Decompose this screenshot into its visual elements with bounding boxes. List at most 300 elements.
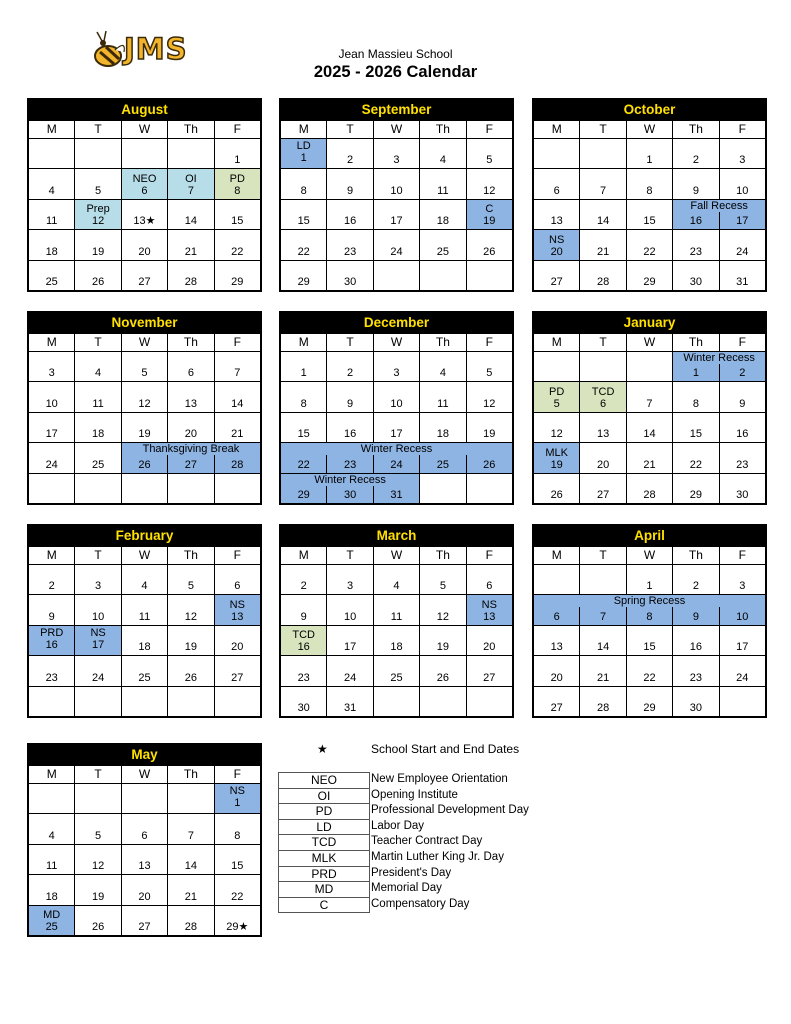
day-cell — [534, 626, 579, 655]
day-number: 13 — [231, 610, 244, 623]
day-cell — [720, 626, 765, 655]
day-cell — [281, 565, 326, 594]
day-cell — [580, 200, 625, 229]
day-number: 26 — [91, 275, 105, 288]
day-number: 16 — [689, 641, 703, 654]
day-number: 29 — [226, 920, 239, 933]
day-cell — [327, 139, 372, 168]
day-number: 21 — [596, 245, 610, 258]
day-cell — [29, 474, 74, 503]
day-number: 16 — [343, 215, 357, 228]
day-number: 4 — [48, 829, 55, 842]
day-number: 17 — [736, 641, 749, 654]
day-number: 6 — [600, 397, 607, 410]
day-number: 21 — [184, 245, 198, 258]
day-number: 13 — [184, 397, 198, 410]
day-cell — [673, 413, 718, 442]
day-number: 16 — [45, 638, 58, 651]
day-number: 8 — [300, 184, 307, 197]
month-title: October — [534, 100, 765, 120]
day-cell — [75, 352, 120, 381]
day-cell — [75, 443, 120, 472]
day-number: 5 — [95, 184, 102, 197]
day-number: 5 — [95, 829, 102, 842]
day-number: 24 — [736, 245, 749, 258]
weekday-header: Th — [168, 547, 213, 564]
day-number: 26 — [184, 671, 198, 684]
day-number: 19 — [550, 458, 563, 471]
day-number: 5 — [486, 367, 493, 380]
recess-band: Thanksgiving Break — [122, 443, 260, 455]
day-number: 9 — [347, 397, 354, 410]
day-cell — [168, 352, 213, 381]
day-cell — [580, 413, 625, 442]
weekday-header: F — [467, 547, 512, 564]
day-number: 25 — [436, 245, 450, 258]
day-cell — [215, 352, 260, 381]
day-number: 23 — [343, 458, 357, 471]
day-cell — [673, 626, 718, 655]
day-cell — [467, 382, 512, 411]
day-cell — [215, 656, 260, 685]
weekday-header: W — [374, 547, 419, 564]
month-4 — [279, 311, 514, 505]
day-number: 30 — [689, 275, 703, 288]
day-cell — [534, 200, 579, 229]
event-code: PD — [549, 385, 565, 398]
day-cell — [215, 687, 260, 716]
star-icon: ★ — [238, 920, 249, 933]
day-number: 2 — [739, 367, 746, 380]
day-cell — [168, 382, 213, 411]
day-cell — [168, 413, 213, 442]
day-cell — [534, 382, 579, 411]
weekday-header: M — [281, 334, 326, 351]
day-number: 10 — [736, 610, 749, 623]
event-code: NS — [481, 598, 497, 611]
day-number: 6 — [141, 829, 148, 842]
day-number: 29 — [643, 701, 656, 714]
day-number: 23 — [343, 245, 357, 258]
day-cell — [374, 413, 419, 442]
day-number: 17 — [45, 428, 58, 441]
day-number: 27 — [483, 671, 496, 684]
weekday-header: F — [215, 766, 260, 783]
day-number: 27 — [550, 275, 563, 288]
day-cell — [327, 230, 372, 259]
day-number: 19 — [91, 245, 105, 258]
day-number: 11 — [45, 215, 58, 228]
event-code: PD — [229, 172, 245, 185]
day-cell — [673, 382, 718, 411]
day-cell — [122, 906, 167, 935]
day-number: 24 — [390, 458, 403, 471]
day-number: 6 — [234, 580, 241, 593]
day-number: 22 — [297, 458, 310, 471]
day-cell — [327, 169, 372, 198]
weekday-header: Th — [168, 121, 213, 138]
day-cell — [374, 626, 419, 655]
weekday-header: W — [122, 121, 167, 138]
legend-abbr: PRD — [279, 867, 369, 883]
day-cell — [281, 626, 326, 655]
day-cell — [29, 139, 74, 168]
day-number: 30 — [736, 488, 749, 501]
recess-band: Winter Recess — [281, 474, 419, 486]
day-cell — [122, 814, 167, 843]
day-cell — [673, 687, 718, 716]
day-cell — [281, 200, 326, 229]
day-cell — [327, 200, 372, 229]
weekday-header: Th — [168, 334, 213, 351]
day-cell — [720, 139, 765, 168]
day-number: 14 — [231, 397, 244, 410]
day-cell — [534, 443, 579, 472]
day-cell — [122, 626, 167, 655]
day-cell — [29, 814, 74, 843]
day-number: 21 — [231, 428, 244, 441]
day-cell — [673, 656, 718, 685]
day-number: 29 — [297, 488, 310, 501]
legend-desc: Martin Luther King Jr. Day — [371, 850, 504, 863]
day-cell — [75, 382, 120, 411]
day-number: 18 — [138, 641, 151, 654]
day-cell — [534, 139, 579, 168]
day-number: 10 — [736, 184, 749, 197]
day-number: 11 — [437, 184, 449, 197]
day-cell — [281, 595, 326, 624]
day-number: 3 — [95, 580, 102, 593]
month-title: March — [281, 526, 512, 546]
day-cell — [327, 626, 372, 655]
day-cell — [374, 352, 419, 381]
day-cell — [467, 595, 512, 624]
day-number: 26 — [138, 458, 151, 471]
day-number: 28 — [184, 275, 198, 288]
day-cell — [122, 139, 167, 168]
event-code: C — [485, 203, 494, 216]
day-cell — [627, 139, 672, 168]
day-number: 10 — [390, 397, 403, 410]
day-cell — [29, 565, 74, 594]
day-cell — [720, 261, 765, 290]
day-cell — [122, 382, 167, 411]
day-cell — [75, 784, 120, 813]
day-number: 30 — [689, 701, 703, 714]
day-cell — [75, 814, 120, 843]
event-code: TCD — [292, 629, 315, 642]
day-cell — [122, 656, 167, 685]
weekday-header: W — [122, 547, 167, 564]
star-icon: ★ — [317, 742, 328, 756]
day-cell — [75, 906, 120, 935]
day-number: 3 — [393, 154, 400, 167]
month-title: November — [29, 313, 260, 333]
day-number: 13 — [596, 428, 610, 441]
day-cell — [420, 230, 465, 259]
day-number: 20 — [550, 245, 563, 258]
day-cell — [29, 200, 74, 229]
legend-abbr: OI — [279, 789, 369, 805]
legend-desc: Compensatory Day — [371, 897, 470, 910]
day-number: 15 — [297, 428, 310, 441]
day-number: 27 — [138, 920, 151, 933]
day-cell — [168, 595, 213, 624]
day-cell — [420, 474, 465, 503]
day-number: 12 — [550, 428, 563, 441]
weekday-header: W — [627, 121, 672, 138]
day-cell — [75, 139, 120, 168]
day-number: 5 — [439, 580, 446, 593]
day-number: 14 — [596, 641, 610, 654]
weekday-header: W — [374, 334, 419, 351]
day-cell — [374, 595, 419, 624]
day-number: 26 — [91, 920, 105, 933]
day-number: 10 — [390, 184, 403, 197]
day-cell — [580, 626, 625, 655]
day-number: 24 — [736, 671, 749, 684]
day-cell — [720, 230, 765, 259]
day-number: 11 — [390, 610, 403, 623]
day-cell — [580, 656, 625, 685]
day-cell — [215, 413, 260, 442]
day-number: 16 — [297, 641, 310, 654]
day-cell — [29, 413, 74, 442]
day-number: 16 — [736, 428, 749, 441]
day-number: 20 — [138, 890, 151, 903]
day-cell — [215, 261, 260, 290]
day-cell — [122, 413, 167, 442]
legend-abbr: PD — [279, 804, 369, 820]
day-number: 12 — [483, 184, 496, 197]
weekday-header: Th — [673, 547, 718, 564]
month-0 — [27, 98, 262, 292]
weekday-header: F — [467, 334, 512, 351]
month-title: January — [534, 313, 765, 333]
day-number: 26 — [550, 488, 563, 501]
day-cell — [720, 382, 765, 411]
day-cell — [673, 565, 718, 594]
day-cell — [420, 687, 465, 716]
day-number: 20 — [184, 428, 198, 441]
day-cell — [168, 784, 213, 813]
day-cell — [29, 906, 74, 935]
event-code: NS — [90, 626, 106, 639]
day-cell — [627, 656, 672, 685]
day-number: 8 — [692, 397, 699, 410]
day-number: 4 — [439, 154, 446, 167]
legend-abbr: C — [279, 898, 369, 914]
day-number: 1 — [300, 367, 307, 380]
day-cell — [627, 687, 672, 716]
day-number: 2 — [347, 154, 354, 167]
day-cell — [467, 626, 512, 655]
day-number: 13 — [133, 215, 146, 228]
day-number: 17 — [91, 638, 105, 651]
day-number: 20 — [550, 671, 563, 684]
weekday-header: T — [75, 334, 120, 351]
day-number: 14 — [596, 215, 610, 228]
day-number: 20 — [138, 245, 151, 258]
day-cell — [215, 139, 260, 168]
weekday-header: F — [215, 121, 260, 138]
day-cell — [467, 565, 512, 594]
day-number: 2 — [692, 580, 699, 593]
day-cell — [215, 565, 260, 594]
day-number: 13 — [550, 215, 563, 228]
day-number: 25 — [436, 458, 450, 471]
day-cell — [374, 139, 419, 168]
weekday-header: F — [215, 334, 260, 351]
day-number: 15 — [689, 428, 703, 441]
day-number: 10 — [343, 610, 357, 623]
day-number: 21 — [643, 458, 656, 471]
legend-abbr: MD — [279, 882, 369, 898]
day-number: 24 — [390, 245, 403, 258]
day-number: 20 — [231, 641, 244, 654]
day-number: 8 — [300, 397, 307, 410]
day-number: 12 — [91, 860, 105, 873]
weekday-header: F — [720, 121, 765, 138]
day-cell — [420, 595, 465, 624]
day-cell — [467, 169, 512, 198]
day-cell — [281, 382, 326, 411]
day-number: 30 — [297, 701, 310, 714]
day-number: 19 — [483, 428, 496, 441]
day-cell — [168, 230, 213, 259]
day-cell — [75, 200, 120, 229]
day-cell — [534, 413, 579, 442]
day-cell — [122, 595, 167, 624]
day-cell — [673, 261, 718, 290]
legend-abbreviations — [278, 772, 370, 913]
day-cell — [281, 230, 326, 259]
month-9 — [27, 743, 262, 937]
weekday-header: Th — [673, 334, 718, 351]
day-cell — [122, 352, 167, 381]
day-number: 15 — [643, 641, 656, 654]
day-number: 25 — [138, 671, 151, 684]
day-cell — [627, 352, 672, 381]
month-title: February — [29, 526, 260, 546]
day-number: 18 — [436, 428, 450, 441]
day-cell — [420, 169, 465, 198]
day-cell — [467, 230, 512, 259]
day-cell — [580, 352, 625, 381]
day-number: 4 — [141, 580, 148, 593]
day-cell — [720, 687, 765, 716]
month-title: May — [29, 745, 260, 765]
day-number: 14 — [184, 215, 198, 228]
day-cell — [168, 687, 213, 716]
weekday-header: M — [281, 121, 326, 138]
month-title: April — [534, 526, 765, 546]
day-cell — [168, 169, 213, 198]
month-2 — [532, 98, 767, 292]
weekday-header: M — [281, 547, 326, 564]
day-number: 25 — [45, 920, 58, 933]
day-cell — [420, 261, 465, 290]
day-number: 8 — [646, 184, 653, 197]
month-5 — [532, 311, 767, 505]
recess-band: Fall Recess — [673, 200, 765, 212]
month-1 — [279, 98, 514, 292]
day-cell — [122, 845, 167, 874]
day-cell — [215, 200, 260, 229]
weekday-header: F — [467, 121, 512, 138]
day-number: 7 — [646, 397, 653, 410]
page-title: 2025 - 2026 Calendar — [313, 63, 478, 81]
day-number: 16 — [689, 215, 703, 228]
day-number: 4 — [393, 580, 400, 593]
day-number: 3 — [739, 154, 746, 167]
day-number: 24 — [343, 671, 357, 684]
day-number: 26 — [483, 245, 496, 258]
day-cell — [281, 413, 326, 442]
day-cell — [374, 656, 419, 685]
legend-desc: Memorial Day — [371, 882, 442, 895]
day-cell — [627, 474, 672, 503]
day-cell — [75, 261, 120, 290]
day-number: 19 — [91, 890, 105, 903]
event-code: OI — [185, 172, 197, 185]
day-cell — [534, 565, 579, 594]
day-number: 18 — [45, 890, 58, 903]
day-cell — [327, 261, 372, 290]
day-cell — [29, 875, 74, 904]
day-number: 23 — [297, 671, 310, 684]
weekday-header: M — [29, 121, 74, 138]
weekday-header: W — [122, 766, 167, 783]
day-cell — [29, 443, 74, 472]
legend-desc: Professional Development Day — [371, 804, 529, 817]
weekday-header: M — [534, 334, 579, 351]
day-number: 5 — [486, 154, 493, 167]
event-code: NEO — [132, 172, 157, 185]
day-number: 6 — [141, 184, 148, 197]
day-number: 7 — [600, 610, 607, 623]
day-cell — [281, 261, 326, 290]
day-number: 12 — [91, 215, 105, 228]
day-cell — [122, 261, 167, 290]
day-number: 10 — [45, 397, 58, 410]
weekday-header: W — [627, 547, 672, 564]
day-cell — [281, 656, 326, 685]
day-number: 19 — [483, 215, 496, 228]
event-code: Prep — [86, 203, 110, 216]
day-number: 19 — [436, 641, 450, 654]
day-cell — [420, 565, 465, 594]
day-cell — [374, 169, 419, 198]
weekday-header: T — [75, 121, 120, 138]
day-cell — [75, 565, 120, 594]
weekday-header: F — [215, 547, 260, 564]
day-cell — [467, 656, 512, 685]
recess-band: Winter Recess — [281, 443, 512, 455]
day-cell — [75, 687, 120, 716]
day-number: 22 — [231, 890, 244, 903]
day-with-star — [133, 215, 155, 227]
day-cell — [29, 845, 74, 874]
day-cell — [281, 169, 326, 198]
day-cell — [420, 413, 465, 442]
day-cell — [467, 139, 512, 168]
day-cell — [122, 169, 167, 198]
day-cell — [29, 382, 74, 411]
day-number: 3 — [393, 367, 400, 380]
day-cell — [281, 687, 326, 716]
day-cell — [215, 784, 260, 813]
